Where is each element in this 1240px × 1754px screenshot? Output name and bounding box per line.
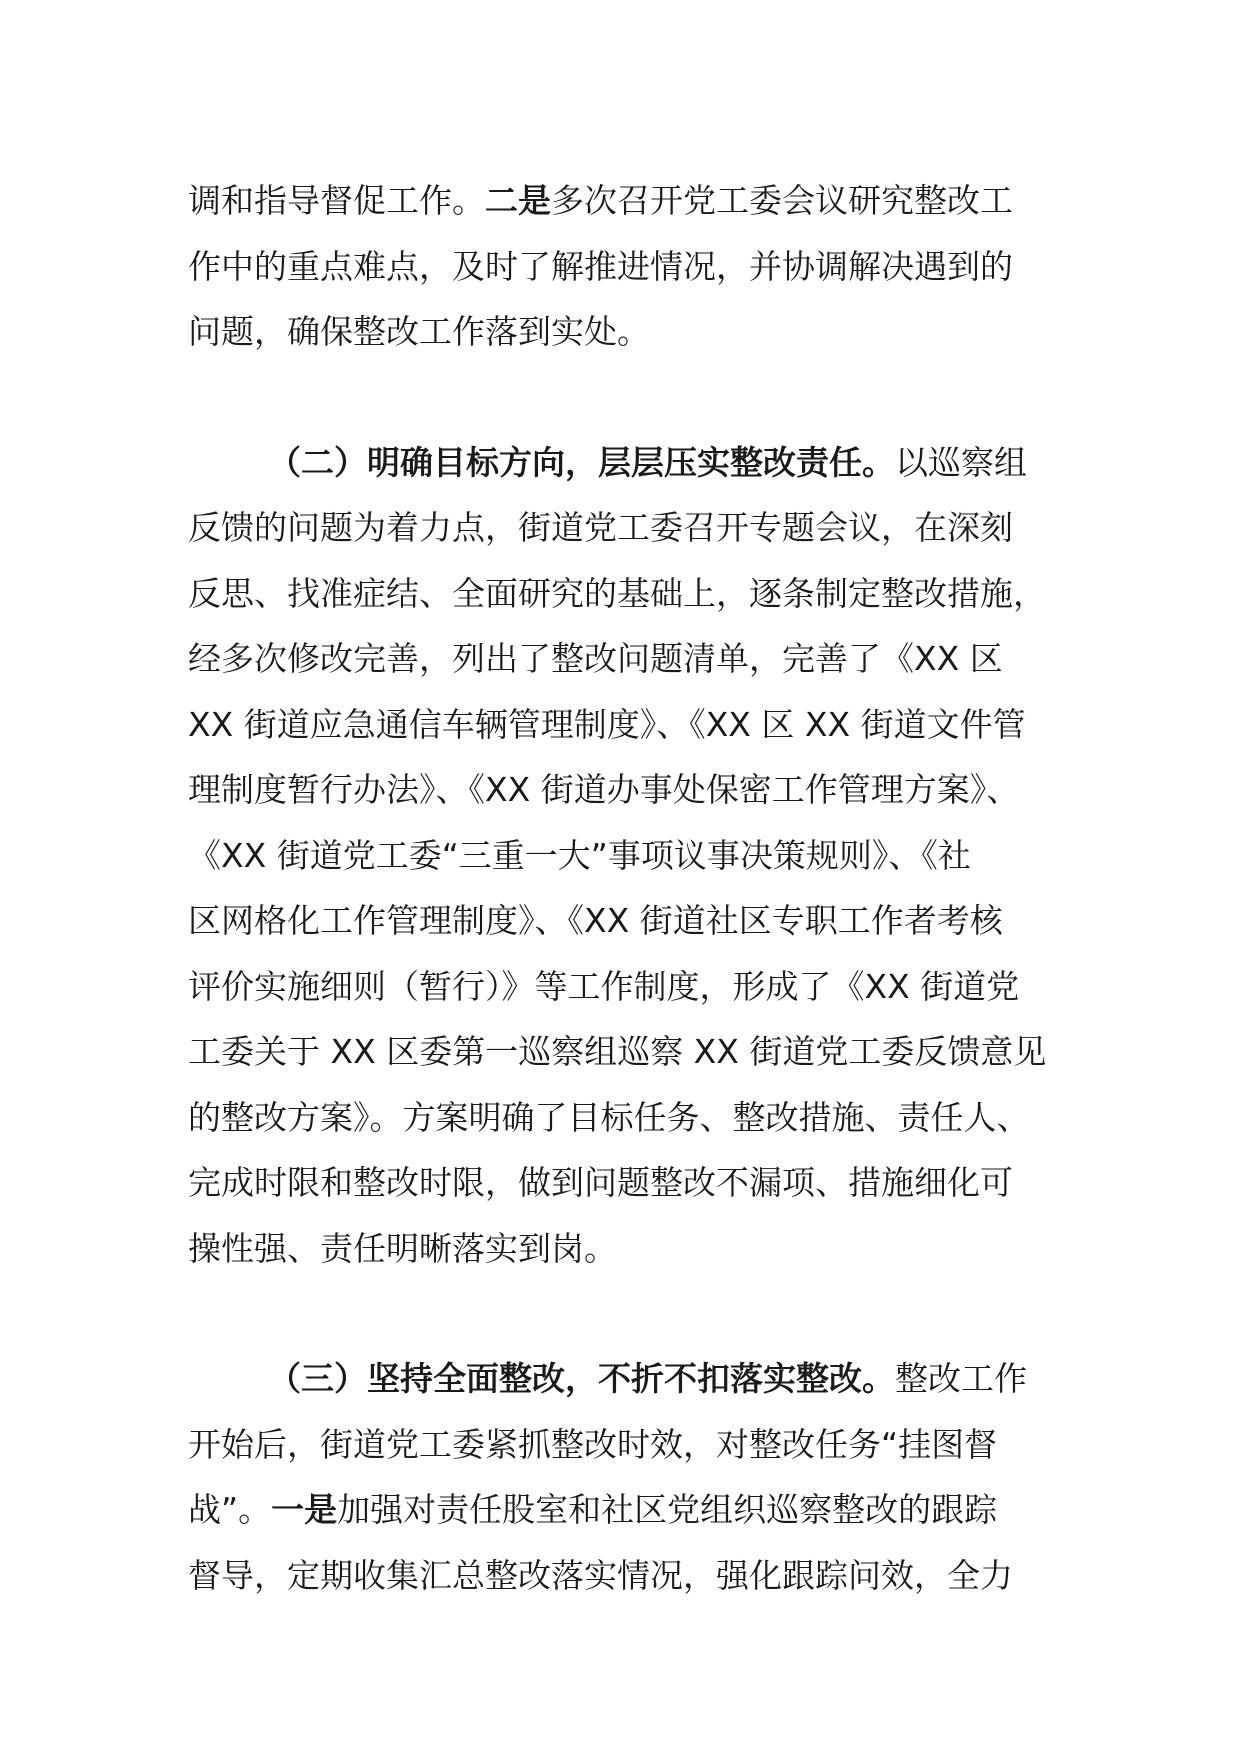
text-line: 督导，定期收集汇总整改落实情况，强化跟踪问效，全力 xyxy=(188,1555,1013,1595)
text-run: 调和指导督促工作。 xyxy=(188,181,485,220)
text-line: 作中的重点难点，及时了解推进情况，并协调解决遇到的 xyxy=(188,246,1013,286)
paragraph-spacer xyxy=(188,365,1068,430)
text-run: 战”。 xyxy=(188,1490,272,1529)
text-line: 开始后，街道党工委紧抓整改时效，对整改任务“挂图督 xyxy=(188,1424,998,1464)
paragraph-spacer xyxy=(188,1281,1068,1346)
text-line xyxy=(188,1477,1068,1543)
text-run: 整改工作 xyxy=(895,1359,1027,1398)
text-line: 问题，确保整改工作落到实处。 xyxy=(188,312,650,351)
text-line: 理制度暂行办法》、《XX 街道办事处保密工作管理方案》、 xyxy=(188,770,1020,809)
text-line: 反思、找准症结、全面研究的基础上，逐条制定整改措施， xyxy=(188,573,1046,613)
text-line: 的整改方案》。方案明确了目标任务、整改措施、责任人、 xyxy=(188,1097,1030,1137)
text-line xyxy=(188,430,1068,496)
section-heading: （二）明确目标方向，层层压实整改责任。 xyxy=(268,442,895,482)
paragraph-2 xyxy=(188,430,1068,1282)
bold-keyword: 二是 xyxy=(485,181,551,220)
text-line: 完成时限和整改时限，做到问题整改不漏项、措施细化可 xyxy=(188,1163,1013,1202)
text-run: 加强对责任股室和社区党组织巡察整改的跟踪 xyxy=(337,1490,998,1529)
text-line xyxy=(188,1346,1068,1412)
paragraph-3 xyxy=(188,1346,1068,1608)
text-run: 多次召开党工委会议研究整改工 xyxy=(551,181,1013,220)
text-line: 操性强、责任明晰落实到岗。 xyxy=(188,1228,617,1268)
text-line: 工委关于 XX 区委第一巡察组巡察 XX 街道党工委反馈意见 xyxy=(188,1032,1047,1071)
text-line xyxy=(188,168,1068,234)
bold-keyword: 一是 xyxy=(271,1490,338,1529)
text-run: 以巡察组 xyxy=(895,442,1027,482)
text-line: 经多次修改完善，列出了整改问题清单，完善了《XX 区 xyxy=(188,639,1003,678)
section-heading: （三）坚持全面整改，不折不扣落实整改。 xyxy=(268,1359,895,1398)
document-body xyxy=(188,168,1068,1608)
text-line: 区网格化工作管理制度》、《XX 街道社区专职工作者考核 xyxy=(188,901,1003,940)
text-line: 《XX 街道党工委“三重一大”事项议事决策规则》、《社 xyxy=(188,835,971,875)
text-line: XX 街道应急通信车辆管理制度》、《XX 区 XX 街道文件管 xyxy=(188,704,1026,744)
text-line: 评价实施细则（暂行）》等工作制度，形成了《XX 街道党 xyxy=(188,966,1020,1006)
paragraph-1 xyxy=(188,168,1068,365)
text-line: 反馈的问题为着力点，街道党工委召开专题会议，在深刻 xyxy=(188,508,1013,547)
